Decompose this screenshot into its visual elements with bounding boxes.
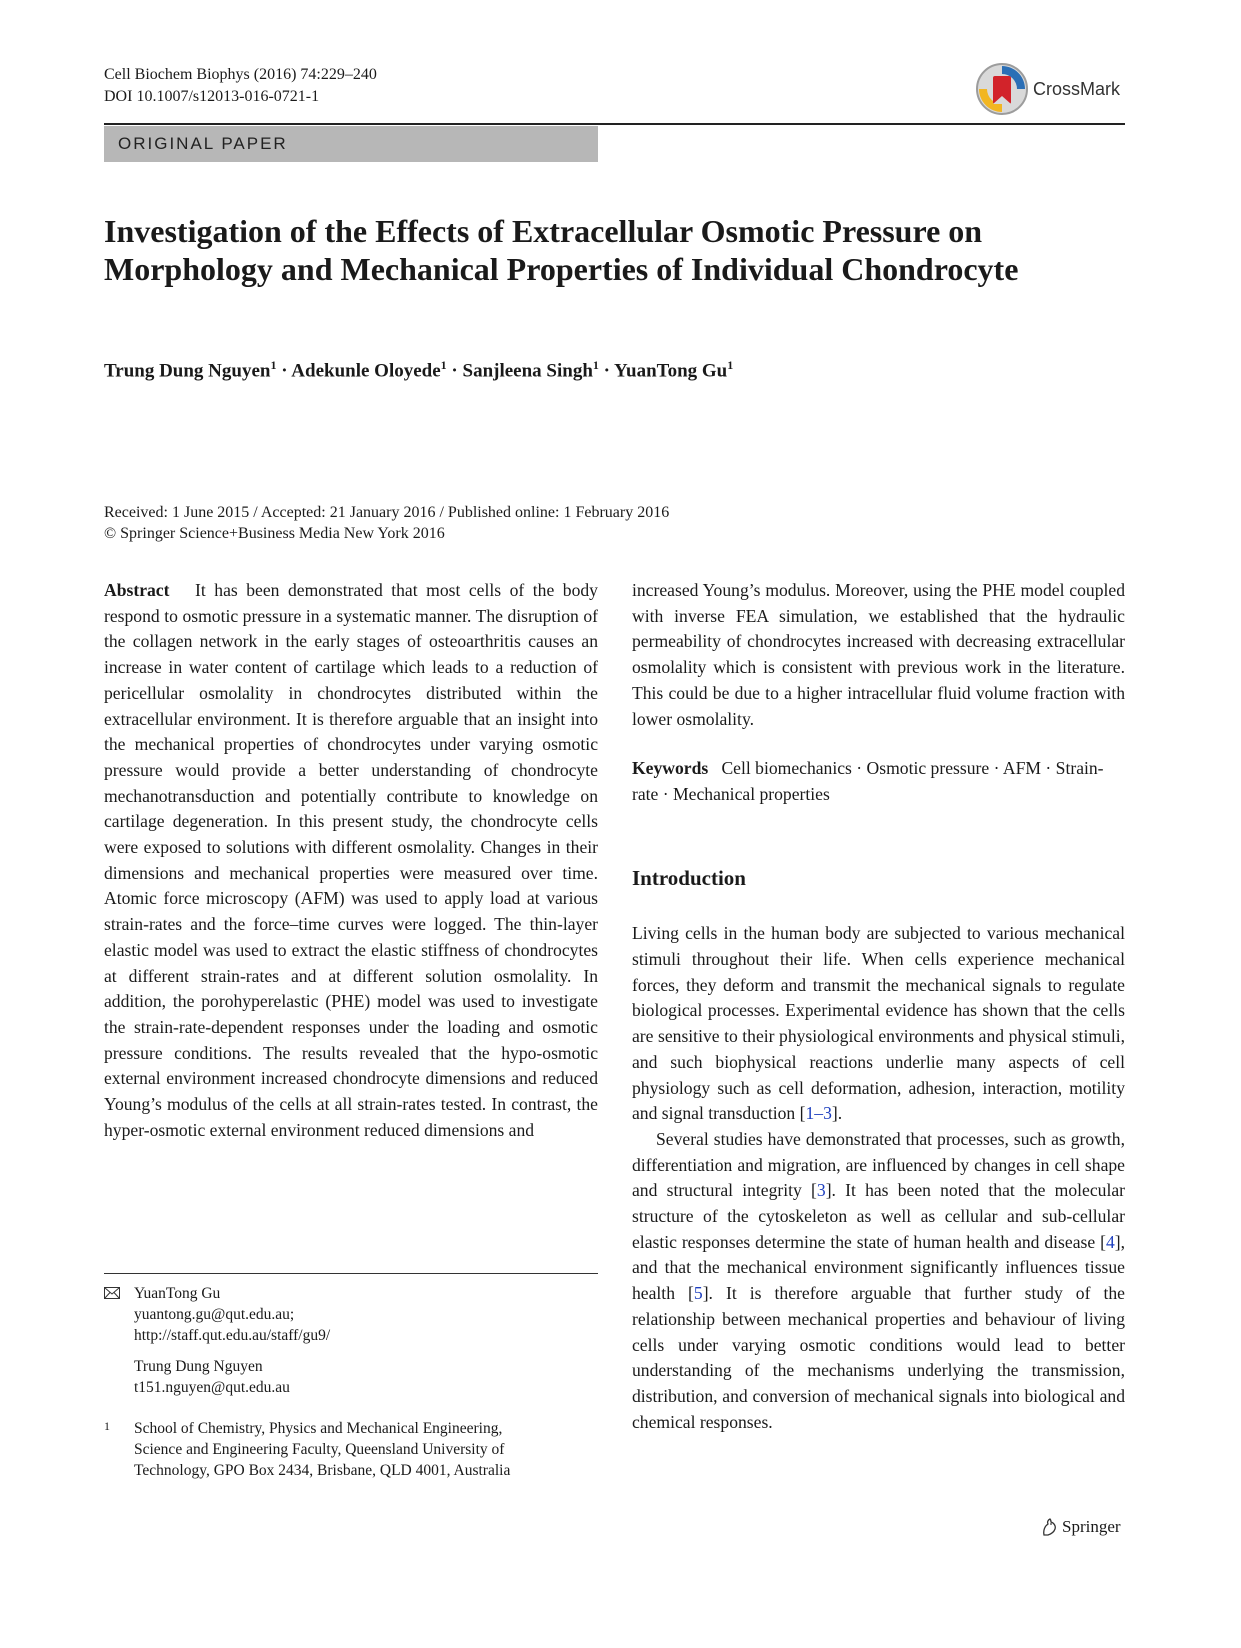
author-name[interactable]: Adekunle Oloyede bbox=[291, 360, 441, 382]
citation-link[interactable]: 4 bbox=[1105, 1231, 1115, 1252]
corresponding-author bbox=[134, 1283, 594, 1398]
second-author-email[interactable]: t151.nguyen@qut.edu.au bbox=[134, 1379, 290, 1396]
paper-title: Investigation of the Effects of Extracellular Osmotic Pressure on Morphology and Mechanical Properties of Individual Chondrocyte bbox=[104, 213, 1019, 287]
envelope-icon bbox=[104, 1287, 120, 1299]
introduction-paragraph-2 bbox=[632, 1127, 1125, 1435]
crossmark-icon bbox=[975, 62, 1029, 116]
paper-type-banner: ORIGINAL PAPER bbox=[104, 126, 598, 162]
affiliation-number: 1 bbox=[104, 1419, 110, 1433]
author-separator: · bbox=[598, 360, 615, 382]
publication-dates bbox=[104, 502, 669, 544]
springer-horse-icon bbox=[1040, 1517, 1058, 1537]
footnote-rule bbox=[104, 1273, 598, 1274]
author-affiliation-mark: 1 bbox=[270, 358, 277, 372]
author-list bbox=[104, 358, 733, 382]
author-separator: · bbox=[276, 360, 292, 382]
introduction-heading: Introduction bbox=[632, 865, 746, 890]
header-rule bbox=[104, 123, 1125, 125]
corr-url[interactable]: http://staff.qut.edu.au/staff/gu9/ bbox=[134, 1327, 331, 1344]
paragraph-text: ]. It is therefore arguable that further study of the relationship between mechanical properties and behaviour of living cells under varying osmotic conditions would lead to better understanding of the mechanisms underlying the transmission, distribution, and conversion of mechanical signals into biological and chemical responses. bbox=[632, 1283, 1125, 1432]
affiliation-line: Technology, GPO Box 2434, Brisbane, QLD 4001, Australia bbox=[134, 1462, 511, 1479]
abstract-continued: increased Young’s modulus. Moreover, using the PHE model coupled with inverse FEA simulation, we established that the hydraulic permeability of chondrocytes increased with decreasing extracellular osmolality which is consistent with previous work in the literature. This could be due to a higher intracellular fluid volume fraction with lower osmolality. bbox=[632, 580, 1125, 729]
author-affiliation-mark: 1 bbox=[592, 358, 599, 372]
author-affiliation-mark: 1 bbox=[440, 358, 447, 372]
affiliation-line: School of Chemistry, Physics and Mechanical Engineering, bbox=[134, 1420, 503, 1437]
abstract bbox=[104, 578, 598, 1143]
history-line: Received: 1 June 2015 / Accepted: 21 January 2016 / Published online: 1 February 2016 bbox=[104, 504, 670, 521]
author-name[interactable]: Trung Dung Nguyen bbox=[104, 360, 271, 382]
publisher-name: Springer bbox=[1062, 1517, 1121, 1536]
citation-link[interactable]: 1–3 bbox=[805, 1103, 832, 1124]
keywords bbox=[632, 756, 1125, 807]
affiliation bbox=[134, 1418, 604, 1481]
author-separator: · bbox=[446, 360, 463, 382]
paragraph-text: ]. It has been noted that the molecular structure of the cytoskeleton as well as cellular and sub-cellular elastic responses determine the state of human health and disease [ bbox=[632, 1180, 1125, 1252]
doi-line[interactable]: DOI 10.1007/s12013-016-0721-1 bbox=[104, 88, 320, 105]
paragraph-text: Living cells in the human body are subjected to various mechanical stimuli throughout their life. When cells experience mechanical forces, they deform and transmit the mechanical signals to regulate biological processes. Experimental evidence has shown that the cells are sensitive to their physiological environments and physical stimuli, and such biophysical reactions underlie many aspects of cell physiology such as cell deformation, adhesion, interaction, motility and signal transduction [ bbox=[632, 923, 1125, 1124]
author-name[interactable]: YuanTong Gu bbox=[614, 360, 728, 382]
keywords-text: Cell biomechanics · Osmotic pressure · AFM · Strain-rate · Mechanical properties bbox=[632, 758, 1104, 804]
copyright-line: © Springer Science+Business Media New York 2016 bbox=[104, 525, 445, 542]
crossmark-badge[interactable] bbox=[975, 60, 1125, 118]
second-author-name: Trung Dung Nguyen bbox=[134, 1358, 263, 1375]
author-affiliation-mark: 1 bbox=[727, 358, 734, 372]
right-column bbox=[632, 578, 1125, 1435]
left-column bbox=[104, 578, 598, 1143]
paragraph-text: ]. bbox=[831, 1103, 843, 1124]
publisher-logo bbox=[1040, 1517, 1121, 1537]
paragraph-text: Several studies have demonstrated that processes, such as growth, differentiation and migration, are influenced by changes in cell shape and structural integrity [ bbox=[632, 1128, 1125, 1201]
keywords-heading: Keywords bbox=[632, 758, 709, 779]
journal-citation bbox=[104, 64, 377, 108]
crossmark-label: CrossMark bbox=[1033, 78, 1121, 99]
corr-email[interactable]: yuantong.gu@qut.edu.au; bbox=[134, 1306, 295, 1323]
citation-link[interactable]: 5 bbox=[693, 1283, 703, 1304]
introduction-paragraph-1 bbox=[632, 921, 1125, 1127]
journal-line: Cell Biochem Biophys (2016) 74:229–240 bbox=[104, 66, 377, 83]
affiliation-line: Science and Engineering Faculty, Queensland University of bbox=[134, 1441, 505, 1458]
citation-link[interactable]: 3 bbox=[816, 1180, 826, 1201]
corr-name: YuanTong Gu bbox=[134, 1285, 221, 1302]
author-name[interactable]: Sanjleena Singh bbox=[462, 360, 593, 382]
abstract-text-part1: It has been demonstrated that most cells of the body respond to osmotic pressure in a systematic manner. The disruption of the collagen network in the early stages of osteoarthritis causes an increase in water content of cartilage which leads to a reduction of pericellular osmolality in chondrocytes distributed within the extracellular environment. It is therefore arguable that an insight into the mechanical properties of chondrocytes under varying osmotic pressure would provide a better understanding of chondrocyte mechanotransduction and potentially contribute to knowledge on cartilage degeneration. In this present study, the chondrocyte cells were exposed to solutions with different osmolality. Changes in their dimensions and mechanical properties were measured over time. Atomic force microscopy (AFM) was used to apply load at various strain-rates and the force–time curves were logged. The thin-layer elastic model was used to extract the elastic stiffness of chondrocytes at different strain-rates and at different solution osmolality. In addition, the porohyperelastic (PHE) model was used to investigate the strain-rate-dependent responses under the loading and osmotic pressure conditions. The results revealed that the hypo-osmotic external environment increased chondrocyte dimensions and reduced Young’s modulus of the cells at all strain-rates tested. In contrast, the hyper-osmotic external environment reduced dimensions and bbox=[104, 580, 598, 1140]
abstract-heading: Abstract bbox=[104, 580, 170, 600]
paragraph-text: ], and that the mechanical environment significantly influences tissue health [ bbox=[632, 1231, 1125, 1304]
